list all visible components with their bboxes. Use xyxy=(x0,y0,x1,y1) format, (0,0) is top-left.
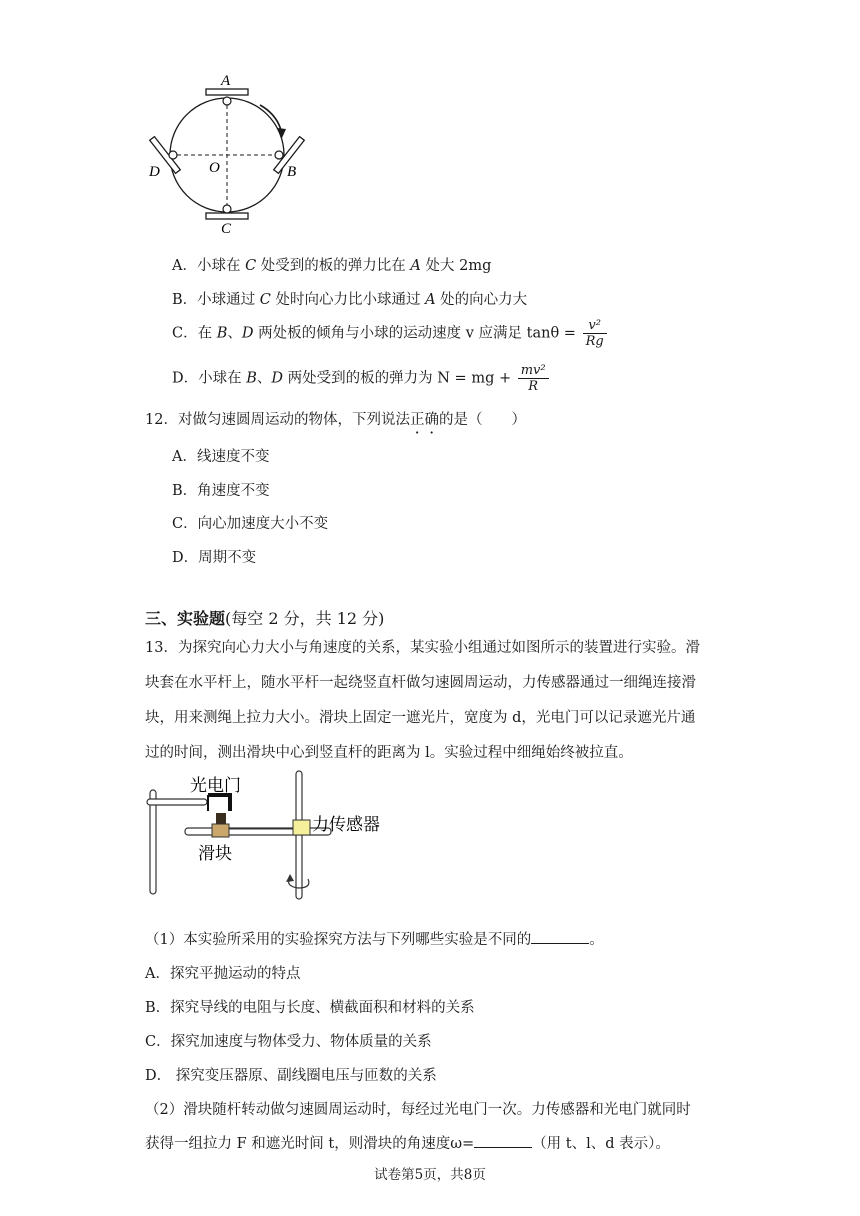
slider-label: 滑块 xyxy=(198,844,232,863)
q13-line-3: 块，用来测绳上拉力大小。滑块上固定一遮光片，宽度为 d，光电门可以记录遮光片通 xyxy=(145,710,696,726)
label-d: D xyxy=(149,164,160,180)
label-a: A xyxy=(221,73,231,89)
photogate-label: 光电门 xyxy=(190,776,241,795)
q11-option-d: D．小球在 B、D 两处受到的板的弹力为 N = mg + $\frac{\text{mv²}}{R}$ xyxy=(172,363,551,394)
q13-line-1: 13．为探究向心力大小与角速度的关系，某实验小组通过如图所示的装置进行实验。滑 xyxy=(145,640,700,656)
q12-option-b: B．角速度不变 xyxy=(172,483,270,499)
section-heading: 三、实验题(每空 2 分，共 12 分) xyxy=(145,609,385,628)
circular-track-figure xyxy=(140,70,320,240)
q13-part2-line2: 获得一组拉力 F 和遮光时间 t，则滑块的角速度ω= （用 t、l、d 表示）。 xyxy=(145,1132,670,1153)
q13-part2-line1: （2）滑块随杆转动做匀速圆周运动时，每经过光电门一次。力传感器和光电门就同时 xyxy=(145,1102,691,1118)
answer-blank[interactable] xyxy=(474,1133,532,1148)
q12-option-c: C．向心加速度大小不变 xyxy=(172,516,329,532)
q13-line-2: 块套在水平杆上，随水平杆一起绕竖直杆做匀速圆周运动，力传感器通过一细绳连接滑 xyxy=(145,675,696,691)
q13-part1-option-a: A．探究平抛运动的特点 xyxy=(145,966,301,982)
q12-option-a: A．线速度不变 xyxy=(172,449,270,465)
label-b: B xyxy=(287,164,297,180)
q11-option-c: C．在 B、D 两处板的倾角与小球的运动速度 v 应满足 tanθ = $\frac{\text{v²}}{Rg}$ xyxy=(172,318,609,349)
fraction: $\frac{\text{mv²}}{R}$ xyxy=(518,363,549,394)
q13-part1-option-d: D． 探究变压器原、副线圈电压与匝数的关系 xyxy=(145,1068,437,1084)
apparatus-figure xyxy=(140,766,400,902)
label-o: O xyxy=(209,160,220,176)
answer-blank[interactable] xyxy=(531,929,589,944)
label-c: C xyxy=(221,221,232,237)
q13-part1-option-b: B．探究导线的电阻与长度、横截面积和材料的关系 xyxy=(145,1000,475,1016)
q13-part1: （1）本实验所采用的实验探究方法与下列哪些实验是不同的 。 xyxy=(145,928,604,949)
q13-part1-option-c: C．探究加速度与物体受力、物体质量的关系 xyxy=(145,1034,432,1050)
q11-option-a: A．小球在 C 处受到的板的弹力比在 A 处大 2mg xyxy=(172,258,492,274)
page-footer: 试卷第5页，共8页 xyxy=(374,1167,486,1183)
q11-option-b: B．小球通过 C 处时向心力比小球通过 A 处的向心力大 xyxy=(172,292,528,308)
force-sensor-label: 力传感器 xyxy=(312,815,380,834)
q12-stem: 12．对做匀速圆周运动的物体，下列说法正确的是（ ） xyxy=(145,412,526,428)
fraction: $\frac{\text{v²}}{Rg}$ xyxy=(583,318,607,349)
q12-option-d: D．周期不变 xyxy=(172,550,257,566)
q13-line-4: 过的时间，测出滑块中心到竖直杆的距离为 l。实验过程中细绳始终被拉直。 xyxy=(145,745,633,761)
